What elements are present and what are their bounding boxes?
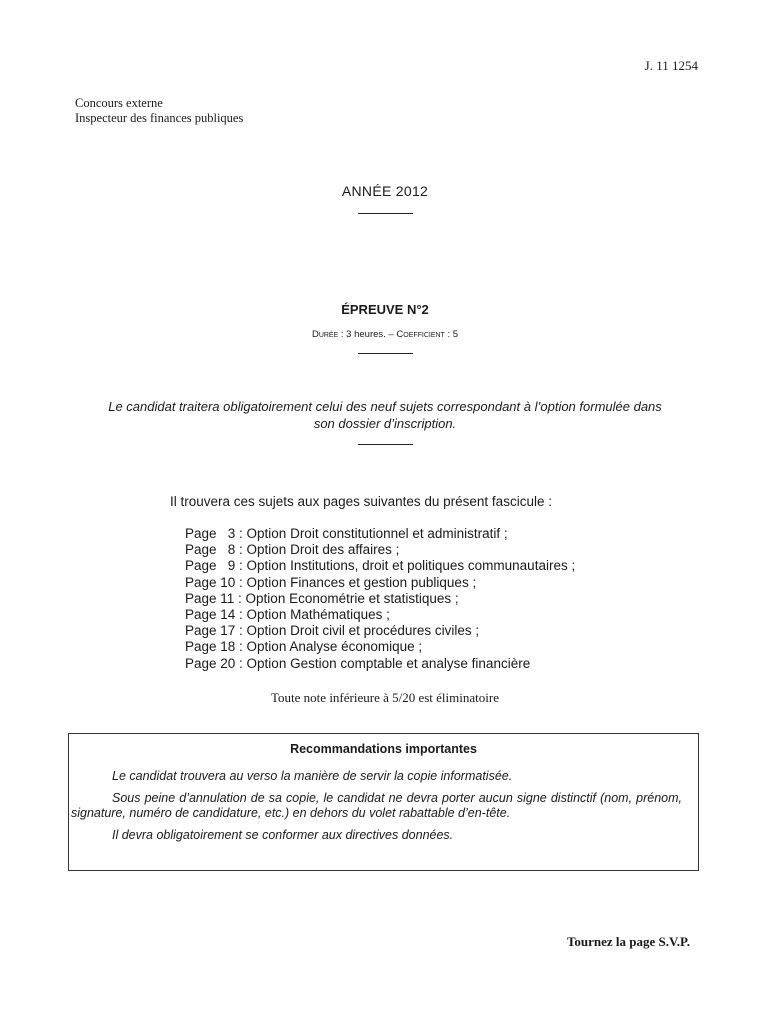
divider (358, 353, 413, 354)
subjects-intro: Il trouvera ces sujets aux pages suivantes du présent fascicule : (170, 494, 552, 509)
position-title: Inspecteur des finances publiques (75, 111, 244, 125)
recommendation-paragraph: Il devra obligatoirement se conformer aux directives données. (112, 827, 454, 842)
list-item: Page 9 : Option Institutions, droit et politiques communautaires ; (185, 558, 576, 574)
exam-number: ÉPREUVE N°2 (341, 302, 429, 317)
duration-coefficient (0, 329, 770, 340)
instruction-line: son dossier d’inscription. (313, 416, 457, 431)
recommendations-title: Recommandations importantes (290, 742, 477, 756)
recommendation-paragraph: Sous peine d’annulation de sa copie, le candidat ne devra porter aucun signe distinctif (nom, prénom, signature, numéro de candidature, etc.) en dehors du volet rabattable d’en-tête. (71, 790, 682, 820)
candidate-instruction (0, 398, 770, 432)
list-item: Page 10 : Option Finances et gestion publiques ; (185, 574, 477, 590)
organization-block (75, 96, 243, 126)
list-item: Page 14 : Option Mathématiques ; (185, 607, 390, 623)
turn-page-note: Tournez la page S.V.P. (566, 934, 690, 949)
recommendations-box (68, 733, 699, 871)
recommendation-paragraph: Le candidat trouvera au verso la manière de servir la copie informatisée. (112, 769, 513, 783)
list-item: Page 18 : Option Analyse économique ; (185, 639, 423, 655)
duration-value: : 3 heures. – (338, 329, 397, 340)
duration-label: Durée (311, 329, 339, 340)
list-item: Page 20 : Option Gestion comptable et analyse financière (185, 655, 531, 671)
document-reference: J. 11 1254 (644, 58, 698, 73)
exam-year: ANNÉE 2012 (341, 183, 429, 199)
contest-type: Concours externe (75, 96, 163, 110)
list-item: Page 8 : Option Droit des affaires ; (185, 542, 400, 558)
list-item: Page 3 : Option Droit constitutionnel et administratif ; (185, 526, 508, 541)
instruction-line: Le candidat traitera obligatoirement celui des neuf sujets correspondant à l’option formulée dans (108, 399, 662, 414)
coefficient-label: Coefficient (396, 329, 445, 340)
list-item: Page 17 : Option Droit civil et procédures civiles ; (185, 623, 480, 639)
divider (358, 444, 413, 445)
subjects-list (185, 526, 575, 672)
list-item: Page 11 : Option Econométrie et statistiques ; (185, 590, 459, 606)
elimination-note: Toute note inférieure à 5/20 est éliminatoire (271, 690, 499, 705)
coefficient-value: : 5 (444, 329, 459, 340)
divider (358, 213, 413, 214)
